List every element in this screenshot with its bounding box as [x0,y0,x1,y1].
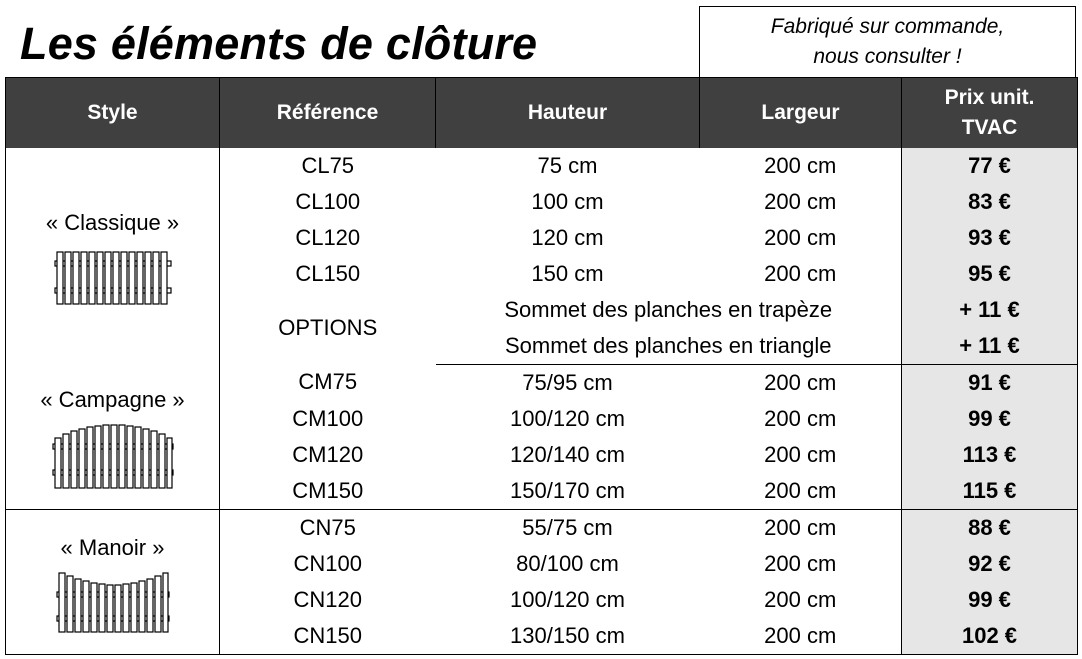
prix-cell: 88 € [902,509,1078,546]
header-prix-line2: TVAC [961,115,1018,139]
style-name: « Manoir » [60,534,165,560]
largeur-cell: 200 cm [764,152,837,178]
table-row [6,364,1078,401]
largeur-cell: 200 cm [764,188,837,214]
largeur-cell: 200 cm [764,369,837,395]
hauteur-cell: 100 cm [531,188,604,214]
style-classique [6,148,220,365]
ref-cell: CN120 [293,586,362,612]
ref-cell: CM150 [220,473,436,510]
header-reference: Référence [220,78,436,148]
hauteur-cell: 55/75 cm [522,514,613,540]
prix-cell: 95 € [902,256,1078,292]
hauteur-cell: 120 cm [531,224,604,250]
largeur-cell: 200 cm [764,550,837,576]
style-campagne [6,364,220,509]
largeur-cell: 200 cm [764,405,837,431]
options-label: OPTIONS [278,314,378,340]
ref-cell: CL100 [295,188,361,214]
prix-cell: + 11 € [902,292,1078,328]
prix-cell: + 11 € [902,328,1078,365]
ref-cell: CM75 [298,369,358,395]
option-text: Sommet des planches en triangle [436,328,902,365]
ref-cell: CL150 [295,260,361,286]
prix-cell: 83 € [902,184,1078,220]
style-manoir [6,509,220,654]
header-style: Style [6,78,220,148]
style-name: « Campagne » [40,387,185,413]
hauteur-cell: 150 cm [531,260,604,286]
hauteur-cell: 80/100 cm [516,550,619,576]
hauteur-cell: 75 cm [537,152,598,178]
header-largeur: Largeur [700,78,902,148]
ref-cell: CL75 [301,152,355,178]
largeur-cell: 200 cm [764,441,837,467]
ref-cell: CL120 [295,224,361,250]
header-hauteur: Hauteur [436,78,700,148]
largeur-cell: 200 cm [764,224,837,250]
largeur-cell: 200 cm [700,618,902,655]
header-prix-line1: Prix unit. [944,85,1035,109]
ref-cell: CN100 [293,550,362,576]
largeur-cell: 200 cm [700,473,902,510]
order-note-line1: Fabriqué sur commande, [770,15,1005,38]
largeur-cell: 200 cm [764,260,837,286]
fence-convex-icon [52,424,174,490]
prix-cell: 99 € [902,401,1078,437]
prix-cell: 93 € [902,220,1078,256]
prix-cell: 91 € [902,364,1078,401]
page-title: Les éléments de clôture [20,18,538,69]
table-row [6,148,1078,184]
ref-cell: CN75 [299,514,356,540]
hauteur-cell: 75/95 cm [522,369,613,395]
table-row [6,509,1078,546]
largeur-cell: 200 cm [764,586,837,612]
largeur-cell: 200 cm [764,514,837,540]
table-header-row [6,78,1078,148]
prix-cell: 115 € [902,473,1078,510]
style-name: « Classique » [45,209,180,235]
fence-concave-icon [56,572,170,634]
ref-cell: CM120 [292,441,364,467]
order-note-line2: nous consulter ! [813,45,962,68]
prix-cell: 102 € [902,618,1078,655]
fence-flat-icon [54,247,172,307]
prix-cell: 99 € [902,582,1078,618]
hauteur-cell: 120/140 cm [510,441,625,467]
prix-cell: 77 € [902,148,1078,184]
hauteur-cell: 150/170 cm [436,473,700,510]
order-note [699,6,1076,77]
prix-cell: 92 € [902,546,1078,582]
hauteur-cell: 130/150 cm [436,618,700,655]
ref-cell: CM100 [292,405,364,431]
hauteur-cell: 100/120 cm [510,405,625,431]
fence-price-table [5,77,1078,655]
option-text: Sommet des planches en trapèze [504,296,833,322]
header-prix [902,78,1078,148]
hauteur-cell: 100/120 cm [510,586,625,612]
prix-cell: 113 € [902,437,1078,473]
ref-cell: CN150 [220,618,436,655]
